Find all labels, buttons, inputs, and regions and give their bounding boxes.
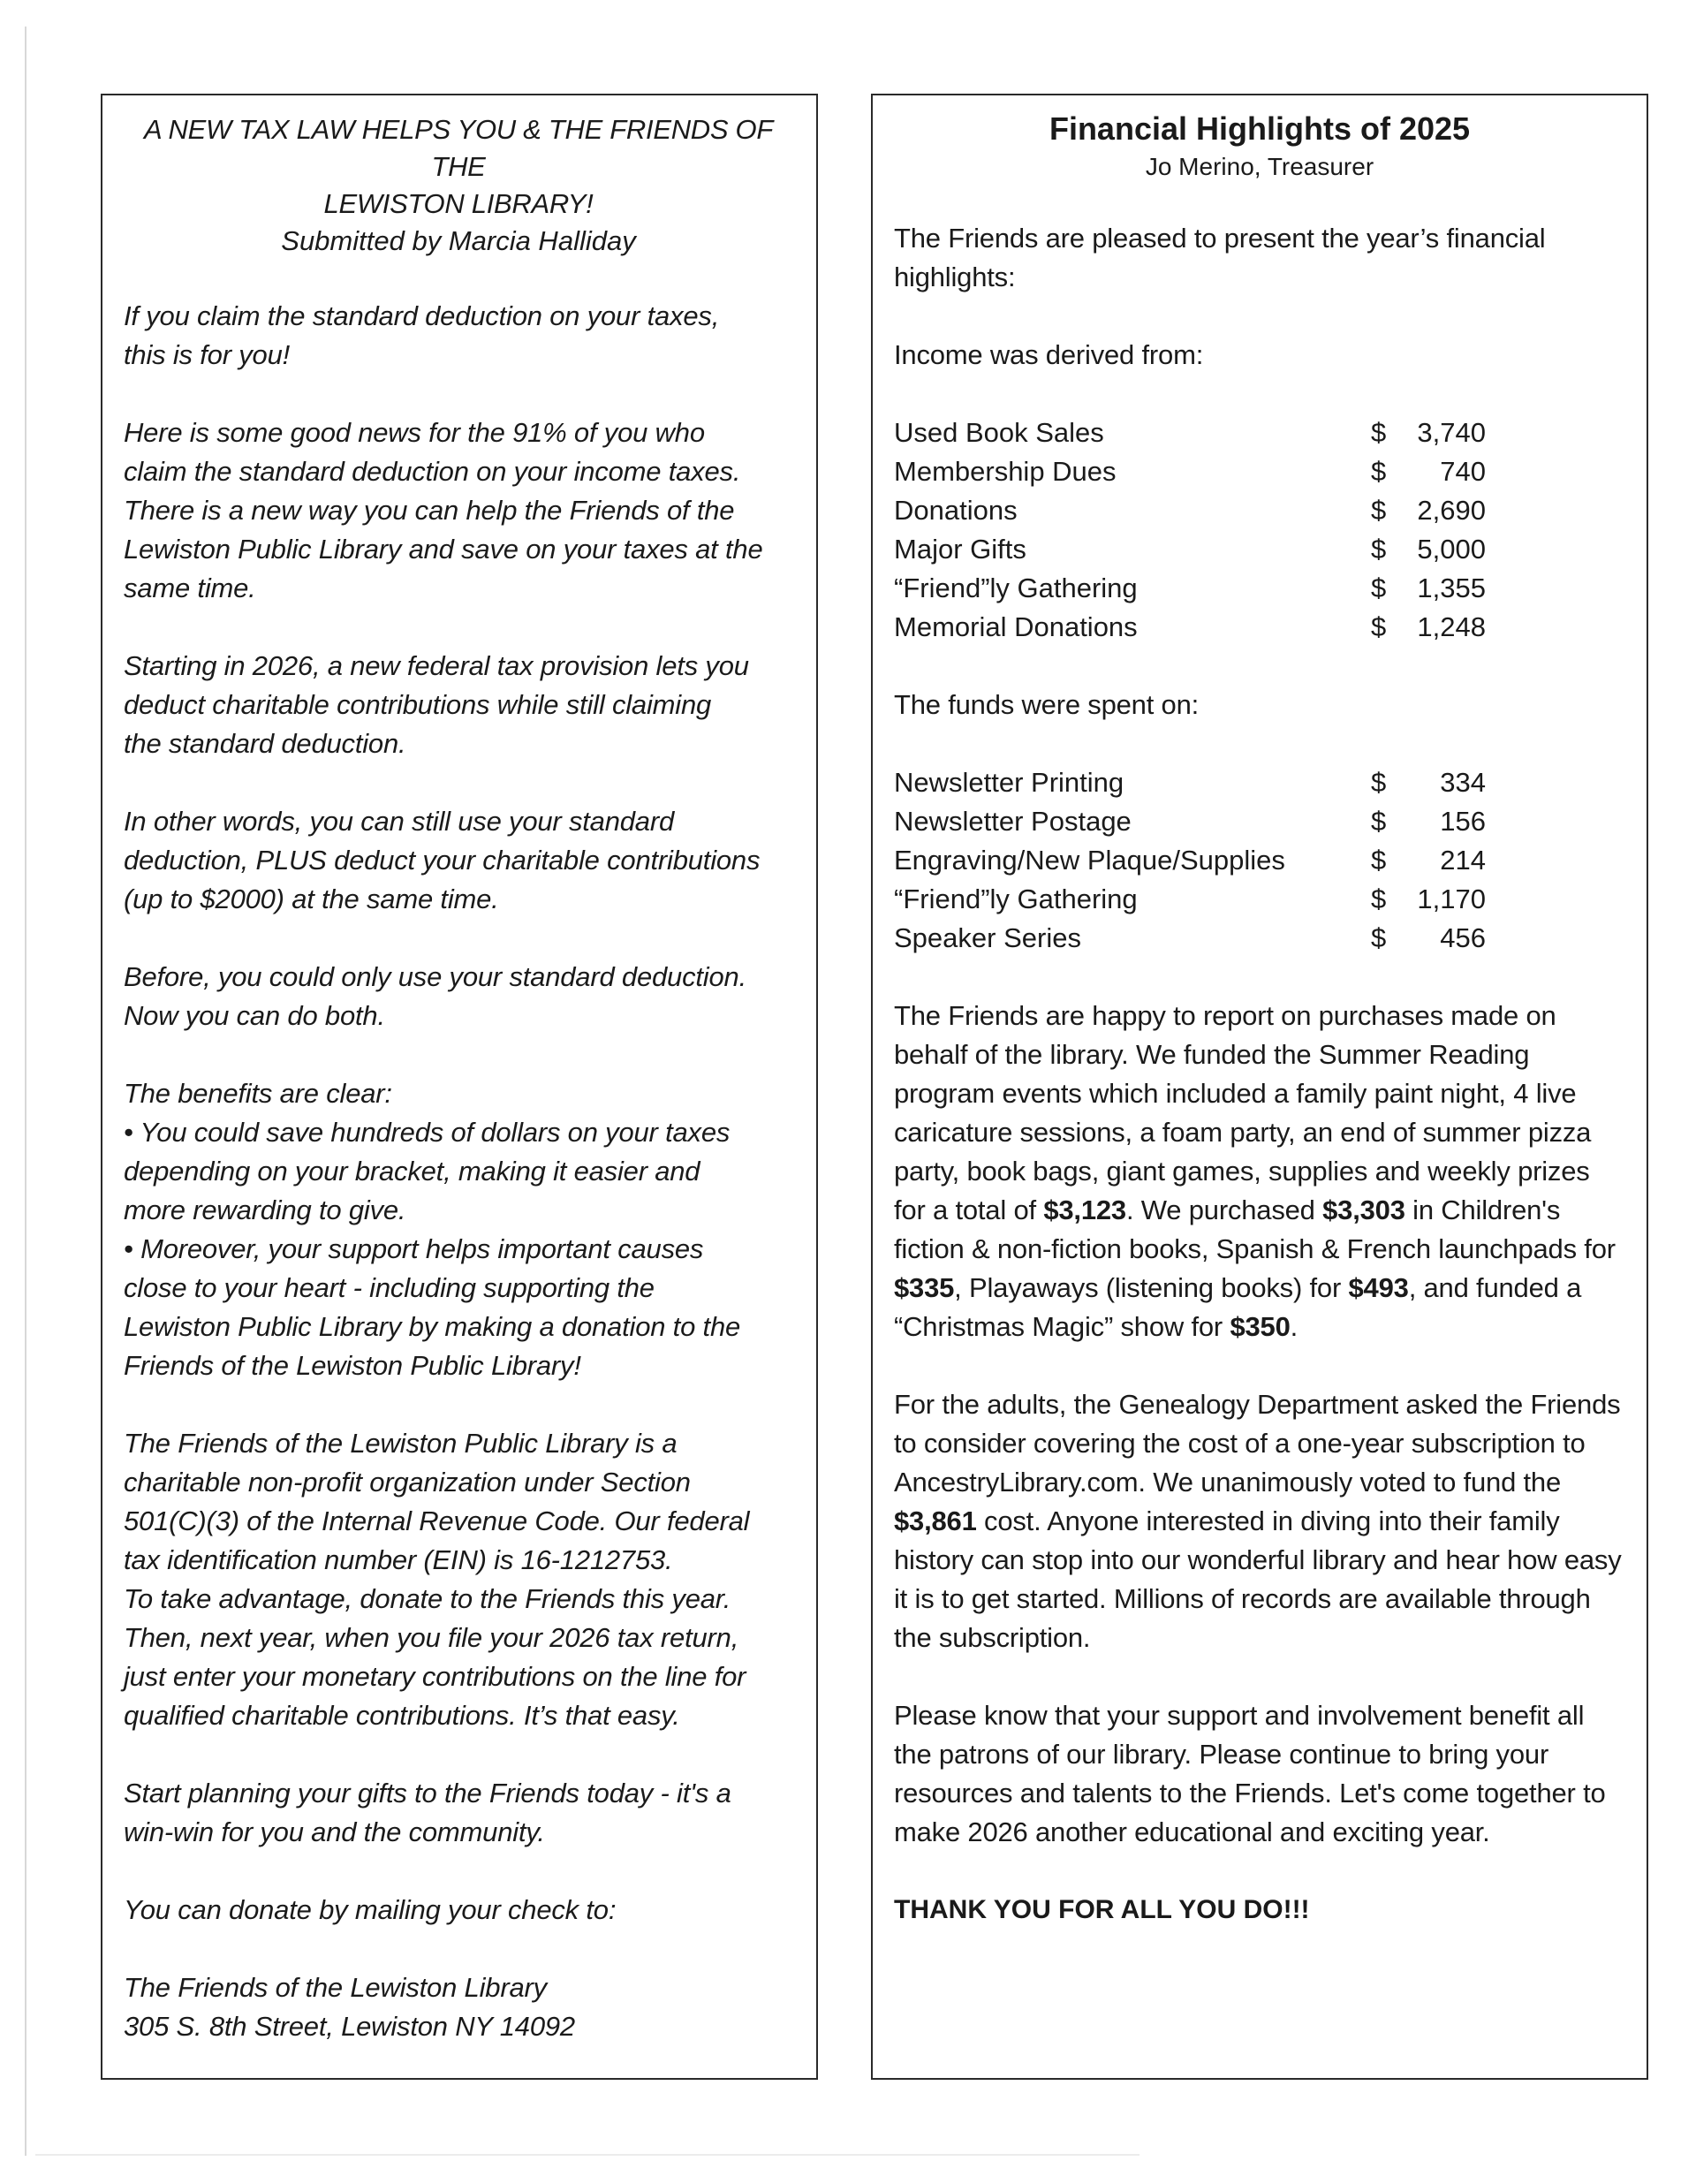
text-line: win-win for you and the community. (124, 1816, 545, 1847)
expense-row (894, 841, 1486, 880)
christmas-magic-total: $350 (1230, 1311, 1291, 1342)
financial-byline: Jo Merino, Treasurer (1145, 153, 1374, 180)
text-line: The Friends of the Lewiston Library (124, 1972, 547, 2003)
line-item-amount: 1,355 (1417, 573, 1486, 603)
text-line: tax identification number (EIN) is 16-1212753. (124, 1544, 673, 1575)
ancestry-cost: $3,861 (894, 1505, 977, 1536)
spent-heading: The funds were spent on: (894, 689, 1200, 720)
financial-highlights-article (871, 94, 1648, 2080)
purchases-text: in Children's fiction & non-fiction books, Spanish & French launchpads for (894, 1194, 1616, 1264)
text-line: close to your heart - including supporting the (124, 1272, 655, 1303)
line-item-amount: 2,690 (1417, 495, 1486, 526)
line-item-label: Membership Dues (894, 456, 1117, 487)
tax-law-paragraph-3 (124, 647, 793, 763)
text-line: Now you can do both. (124, 1000, 385, 1031)
currency-symbol: $ (1371, 534, 1387, 565)
purchases-text: . (1290, 1311, 1298, 1342)
thank-you-line: THANK YOU FOR ALL YOU DO!!! (894, 1895, 1310, 1924)
summer-reading-total: $3,123 (1043, 1194, 1126, 1225)
income-heading: Income was derived from: (894, 339, 1204, 370)
tax-law-paragraph-1 (124, 297, 793, 375)
purchases-text: . We purchased (1125, 1194, 1323, 1225)
text-line: same time. (124, 573, 256, 603)
mailing-address (124, 1968, 793, 2046)
text-line: Lewiston Public Library by making a donation to the (124, 1311, 741, 1342)
text-line: the standard deduction. (124, 728, 406, 759)
currency-symbol: $ (1371, 922, 1387, 953)
text-line: 501(C)(3) of the Internal Revenue Code. Our federal (124, 1505, 750, 1536)
line-item-amount: 1,170 (1417, 883, 1486, 914)
text-line: claim the standard deduction on your income taxes. (124, 456, 741, 487)
text-line: this is for you! (124, 339, 291, 370)
line-item-amount: 1,248 (1417, 611, 1486, 642)
text-line: Lewiston Public Library and save on your taxes at the (124, 534, 763, 565)
tax-law-article (101, 94, 818, 2080)
line-item-amount: 334 (1440, 767, 1486, 798)
line-item-label: Donations (894, 495, 1018, 526)
currency-symbol: $ (1371, 806, 1387, 837)
line-item-label: Newsletter Printing (894, 767, 1124, 798)
text-line: deduct charitable contributions while still claiming (124, 689, 712, 720)
playaways-total: $493 (1348, 1272, 1409, 1303)
text-line: deduction, PLUS deduct your charitable contributions (124, 845, 761, 876)
currency-symbol: $ (1371, 767, 1387, 798)
text-line: Friends of the Lewiston Public Library! (124, 1350, 581, 1381)
text-line: There is a new way you can help the Friends of the (124, 495, 735, 526)
purchases-text: The Friends are happy to report on purchases made on behalf of the library. We funded the Summer Reading program events which included a family paint night, 4 live caricature sessions, a foam party, an end of summer pizza party, book bags, giant games, supplies and weekly prizes for a total of (894, 1000, 1592, 1225)
tax-law-byline: Submitted by Marcia Halliday (281, 225, 636, 256)
adults-text: cost. Anyone interested in diving into their family history can stop into our wonderful library and hear how easy it is to get started. Millions of records are available through the subscription. (894, 1505, 1622, 1653)
text-line: • You could save hundreds of dollars on your taxes (124, 1117, 731, 1148)
expense-row (894, 802, 1486, 841)
text-line: Starting in 2026, a new federal tax provision lets you (124, 650, 749, 681)
text-line: qualified charitable contributions. It’s that easy. (124, 1700, 680, 1731)
line-item-label: Used Book Sales (894, 417, 1104, 448)
tax-law-paragraph-donate (124, 1891, 793, 1930)
tax-law-title (124, 111, 793, 223)
tax-law-title-line1: A NEW TAX LAW HELPS YOU & THE FRIENDS OF THE (143, 114, 774, 182)
text-line: You can donate by mailing your check to: (124, 1894, 617, 1925)
income-row (894, 491, 1486, 530)
financial-title: Financial Highlights of 2025 (1049, 110, 1471, 147)
tax-law-paragraph-5 (124, 958, 793, 1035)
currency-symbol: $ (1371, 456, 1387, 487)
adults-text: For the adults, the Genealogy Department asked the Friends to consider covering the cost of a one-year subscription to AncestryLibrary.com. We unanimously voted to fund the (894, 1389, 1621, 1498)
line-item-label: “Friend”ly Gathering (894, 883, 1138, 914)
tax-law-paragraph-4 (124, 802, 793, 919)
line-item-amount: 5,000 (1417, 534, 1486, 565)
text-line: Then, next year, when you file your 2026 tax return, (124, 1622, 739, 1653)
tax-law-paragraph-planning (124, 1774, 793, 1852)
scan-edge-line (25, 27, 26, 2156)
line-item-amount: 456 (1440, 922, 1486, 953)
income-row (894, 569, 1486, 608)
launchpads-total: $335 (894, 1272, 955, 1303)
text-line: To take advantage, donate to the Friends this year. (124, 1583, 731, 1614)
line-item-label: “Friend”ly Gathering (894, 573, 1138, 603)
tax-law-benefits (124, 1074, 793, 1385)
adults-paragraph (894, 1385, 1625, 1657)
tax-law-paragraph-2 (124, 413, 793, 608)
text-line: charitable non-profit organization under Section (124, 1467, 691, 1498)
purchases-text: , and funded a “Christmas Magic” show for (894, 1272, 1582, 1342)
text-line: The Friends of the Lewiston Public Library is a (124, 1428, 678, 1459)
financial-intro: The Friends are pleased to present the year’s financial highlights: (894, 223, 1546, 292)
tax-law-paragraph-nonprofit (124, 1424, 793, 1735)
text-line: Here is some good news for the 91% of you who (124, 417, 705, 448)
text-line: If you claim the standard deduction on your taxes, (124, 300, 720, 331)
purchases-paragraph (894, 997, 1625, 1346)
text-line: just enter your monetary contributions on the line for (124, 1661, 746, 1692)
currency-symbol: $ (1371, 417, 1387, 448)
text-line: Start planning your gifts to the Friends today - it's a (124, 1778, 731, 1809)
line-item-label: Newsletter Postage (894, 806, 1132, 837)
income-row (894, 608, 1486, 647)
line-item-amount: 3,740 (1417, 417, 1486, 448)
line-item-amount: 214 (1440, 845, 1486, 876)
line-item-amount: 740 (1440, 456, 1486, 487)
text-line: In other words, you can still use your standard (124, 806, 674, 837)
currency-symbol: $ (1371, 495, 1387, 526)
currency-symbol: $ (1371, 573, 1387, 603)
text-line: depending on your bracket, making it easier and (124, 1156, 700, 1187)
line-item-label: Memorial Donations (894, 611, 1138, 642)
text-line: (up to $2000) at the same time. (124, 883, 499, 914)
text-line: The benefits are clear: (124, 1078, 392, 1109)
spent-table (894, 763, 1486, 958)
text-line: Before, you could only use your standard deduction. (124, 961, 746, 992)
text-line: 305 S. 8th Street, Lewiston NY 14092 (124, 2011, 575, 2042)
line-item-label: Speaker Series (894, 922, 1081, 953)
text-line: • Moreover, your support helps important causes (124, 1233, 704, 1264)
expense-row (894, 763, 1486, 802)
income-table (894, 413, 1486, 647)
childrens-books-total: $3,303 (1322, 1194, 1405, 1225)
currency-symbol: $ (1371, 883, 1387, 914)
line-item-amount: 156 (1440, 806, 1486, 837)
scan-bottom-line (35, 2154, 1140, 2156)
expense-row (894, 880, 1486, 919)
line-item-label: Major Gifts (894, 534, 1026, 565)
expense-row (894, 919, 1486, 958)
income-row (894, 530, 1486, 569)
purchases-text: , Playaways (listening books) for (954, 1272, 1349, 1303)
tax-law-title-line2: LEWISTON LIBRARY! (323, 188, 594, 219)
text-line: more rewarding to give. (124, 1194, 406, 1225)
income-row (894, 413, 1486, 452)
closing-paragraph: Please know that your support and involvement benefit all the patrons of our library. Please continue to bring your resources and talents to the Friends. Let's come together to make 2026 another educational and exciting year. (894, 1700, 1606, 1847)
currency-symbol: $ (1371, 611, 1387, 642)
income-row (894, 452, 1486, 491)
currency-symbol: $ (1371, 845, 1387, 876)
line-item-label: Engraving/New Plaque/Supplies (894, 845, 1285, 876)
